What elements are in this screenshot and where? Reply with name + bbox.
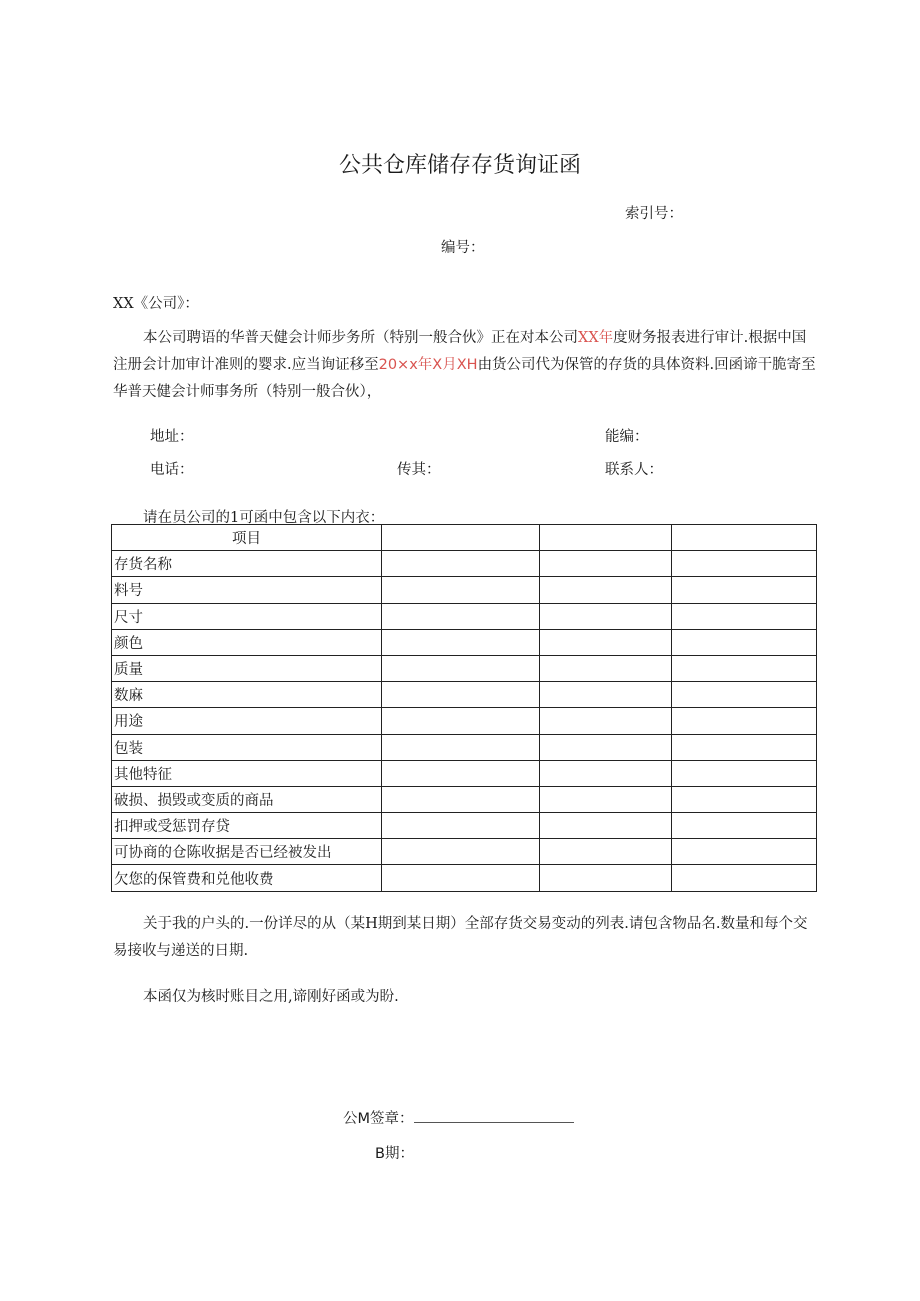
table-cell xyxy=(672,865,817,891)
table-cell xyxy=(382,760,540,786)
table-cell xyxy=(382,525,540,551)
table-cell xyxy=(672,629,817,655)
row-item-label: 破损、损毁或变质的商品 xyxy=(112,786,382,812)
table-cell xyxy=(672,786,817,812)
table-cell xyxy=(540,865,672,891)
table-cell xyxy=(382,655,540,681)
table-cell xyxy=(382,734,540,760)
document-number-label: 编号： xyxy=(441,240,485,256)
row-item-label: 欠您的保管费和兑他收费 xyxy=(112,865,382,891)
seal-signature xyxy=(343,1107,574,1128)
table-cell xyxy=(672,525,817,551)
request-text-a: 本公司聘语的华普天健会计师步务所（特别一般合伙》正在对本公司 xyxy=(143,330,578,346)
purpose-note: 本函仅为核时账目之用,谛刚好函或为盼. xyxy=(143,989,399,1005)
table-row xyxy=(112,813,817,839)
table-cell xyxy=(672,603,817,629)
postcode-label: 能编： xyxy=(605,429,649,445)
fax-label: 传其： xyxy=(397,462,441,478)
row-item-label: 其他特征 xyxy=(112,760,382,786)
table-cell xyxy=(540,629,672,655)
table-header-row xyxy=(112,525,817,551)
address-label: 地址： xyxy=(150,429,194,445)
table-cell xyxy=(672,577,817,603)
table-cell xyxy=(382,813,540,839)
confirmation-date: 20×x年X月XH xyxy=(378,357,478,373)
row-item-label: 可协商的仓陈收据是否已经被发出 xyxy=(112,839,382,865)
table-cell xyxy=(672,708,817,734)
table-cell xyxy=(540,708,672,734)
table-cell xyxy=(382,708,540,734)
row-item-label: 质量 xyxy=(112,655,382,681)
request-paragraph xyxy=(113,325,818,406)
table-cell xyxy=(540,577,672,603)
table-cell xyxy=(672,682,817,708)
table-row xyxy=(112,551,817,577)
audit-year: XX年 xyxy=(578,330,614,346)
table-cell xyxy=(540,839,672,865)
table-cell xyxy=(540,682,672,708)
table-row xyxy=(112,865,817,891)
table-cell xyxy=(540,525,672,551)
table-row xyxy=(112,760,817,786)
table-cell xyxy=(540,734,672,760)
table-cell xyxy=(382,865,540,891)
row-item-label: 扣押或受惩罚存贷 xyxy=(112,813,382,839)
signature-line xyxy=(414,1108,574,1123)
table-row xyxy=(112,577,817,603)
transaction-request-paragraph xyxy=(113,911,818,965)
contact-person-label: 联系人： xyxy=(605,462,663,478)
row-item-label: 尺寸 xyxy=(112,603,382,629)
table-cell xyxy=(672,655,817,681)
table-row xyxy=(112,786,817,812)
request-text-b: 度财务报表进行审计.根据中国注册会计加审计准则的婴求.应当询证移至 xyxy=(113,330,807,373)
inventory-items-table xyxy=(111,524,817,892)
row-item-label: 料号 xyxy=(112,577,382,603)
table-row xyxy=(112,629,817,655)
request-text-c: 由货公司代为保管的存货的具体资料.回函谛干脆寄至华普天健会计师事务所（特别一般合伙）， xyxy=(113,357,816,400)
table-row xyxy=(112,655,817,681)
table-cell xyxy=(672,813,817,839)
table-intro: 请在员公司的1可函中包含以下内衣： xyxy=(143,510,385,526)
table-cell xyxy=(382,629,540,655)
table-cell xyxy=(672,760,817,786)
row-item-label: 数麻 xyxy=(112,682,382,708)
table-cell xyxy=(540,813,672,839)
index-number-label: 索引号： xyxy=(625,206,683,222)
table-cell xyxy=(382,577,540,603)
seal-label: 公M签章： xyxy=(343,1111,414,1127)
table-cell xyxy=(382,839,540,865)
table-cell xyxy=(672,734,817,760)
table-cell xyxy=(540,551,672,577)
date-label: B期： xyxy=(375,1146,414,1162)
addressee: XX《公司》： xyxy=(113,296,199,312)
table-cell xyxy=(382,551,540,577)
header-item: 项目 xyxy=(112,525,382,551)
table-cell xyxy=(540,760,672,786)
table-cell xyxy=(382,786,540,812)
page-title: 公共仓库储存存货询证函 xyxy=(338,153,581,178)
table-cell xyxy=(540,603,672,629)
table-row xyxy=(112,708,817,734)
table-row xyxy=(112,682,817,708)
table-cell xyxy=(540,655,672,681)
table-cell xyxy=(540,786,672,812)
table-cell xyxy=(672,839,817,865)
row-item-label: 用途 xyxy=(112,708,382,734)
table-row xyxy=(112,734,817,760)
table-cell xyxy=(382,682,540,708)
table-row xyxy=(112,603,817,629)
row-item-label: 存货名称 xyxy=(112,551,382,577)
transaction-request-text: 关于我的户头的.一份详尽的从（某H期到某日期）全部存货交易变动的列表.请包含物品名.数量和每个交易接收与递送的日期. xyxy=(113,916,808,959)
table-cell xyxy=(672,551,817,577)
row-item-label: 颜色 xyxy=(112,629,382,655)
row-item-label: 包装 xyxy=(112,734,382,760)
table-cell xyxy=(382,603,540,629)
phone-label: 电话： xyxy=(150,462,194,478)
table-row xyxy=(112,839,817,865)
